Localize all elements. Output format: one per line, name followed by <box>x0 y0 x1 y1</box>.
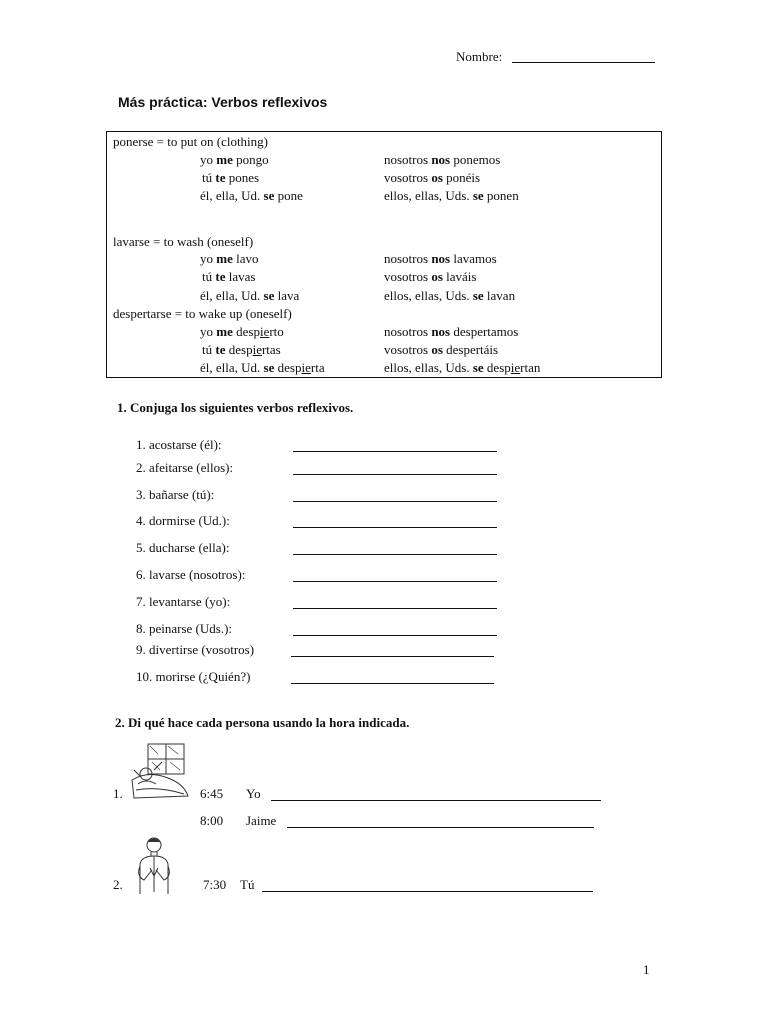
conjugation-left <box>200 152 269 168</box>
subject-text: ellos, ellas, Uds. <box>384 188 473 203</box>
singular-form <box>200 251 259 266</box>
answer-blank[interactable] <box>291 671 494 684</box>
reflexive-pronoun: se <box>263 360 275 375</box>
conjugation-right <box>384 288 515 304</box>
singular-form <box>202 170 259 185</box>
reflexive-pronoun: te <box>215 269 226 284</box>
exercise-label: 1. acostarse (él): <box>136 437 222 452</box>
reflexive-pronoun: se <box>472 188 484 203</box>
subject-text: nosotros <box>384 152 432 167</box>
plural-form <box>384 288 515 303</box>
reflexive-pronoun: me <box>216 152 233 167</box>
plural-form <box>384 251 497 266</box>
subject-text: vosotros <box>384 342 432 357</box>
reflexive-pronoun: se <box>472 288 484 303</box>
conjugation-right <box>384 324 518 340</box>
subject-text: él, ella, Ud. <box>200 188 264 203</box>
plural-form <box>384 152 500 167</box>
subject-text: él, ella, Ud. <box>200 360 264 375</box>
verb-ending: rta <box>310 360 325 375</box>
answer-blank[interactable] <box>293 439 497 452</box>
stem-change-underlined: ie <box>510 360 521 375</box>
verb-stem: lavan <box>483 288 516 303</box>
singular-form <box>200 360 325 375</box>
singular-form <box>200 152 269 167</box>
subject-text: vosotros <box>384 170 432 185</box>
subject-text: nosotros <box>384 324 432 339</box>
reflexive-pronoun: te <box>215 342 226 357</box>
time-label: 7:30 <box>203 877 227 892</box>
section1-heading: 1. Conjuga los siguientes verbos reflexivos. <box>117 400 354 415</box>
exercise-label: 5. ducharse (ella): <box>136 540 230 555</box>
verb-definition: ponerse = to put on (clothing) <box>113 134 268 149</box>
subject-label: Yo <box>246 786 261 801</box>
reflexive-pronoun: te <box>215 170 226 185</box>
person-illustration <box>132 836 176 894</box>
exercise-label: 6. lavarse (nosotros): <box>136 567 246 582</box>
conjugation-left <box>202 170 259 186</box>
section2-heading: 2. Di qué hace cada persona usando la hora indicada. <box>115 715 410 730</box>
exercise-label: 2. afeitarse (ellos): <box>136 460 234 475</box>
subject-text: yo <box>200 324 217 339</box>
exercise-label: 4. dormirse (Ud.): <box>136 513 230 528</box>
answer-blank[interactable] <box>271 788 601 801</box>
time-label: 8:00 <box>200 813 224 828</box>
subject-text: vosotros <box>384 269 432 284</box>
verb-stem: lavamos <box>450 251 497 266</box>
plural-form <box>384 342 498 357</box>
stem-change-underlined: ie <box>252 342 262 357</box>
conjugation-right <box>384 188 519 204</box>
exercise-label: 10. morirse (¿Quién?) <box>136 669 251 684</box>
subject-label: Jaime <box>246 813 277 828</box>
subject-label: Tú <box>240 877 255 892</box>
verb-ending: rtas <box>261 342 281 357</box>
answer-blank[interactable] <box>293 596 497 609</box>
subject-text: ellos, ellas, Uds. <box>384 288 473 303</box>
name-label: Nombre: <box>456 49 503 64</box>
conjugation-left <box>200 251 259 267</box>
waking-up-illustration <box>128 740 192 802</box>
reflexive-pronoun: me <box>216 324 233 339</box>
verb-stem: ponéis <box>442 170 481 185</box>
name-field[interactable] <box>512 50 655 63</box>
answer-blank[interactable] <box>293 623 497 636</box>
reflexive-pronoun: os <box>431 342 443 357</box>
item-number: 1. <box>113 786 123 801</box>
verb-stem: ponemos <box>450 152 501 167</box>
reflexive-pronoun: os <box>431 170 443 185</box>
stem-change-underlined: ie <box>259 324 270 339</box>
answer-blank[interactable] <box>293 489 497 502</box>
plural-form <box>384 360 540 375</box>
answer-blank[interactable] <box>293 542 497 555</box>
singular-form <box>200 288 299 303</box>
subject-text: tú <box>202 269 216 284</box>
stem-change-underlined: ie <box>301 360 311 375</box>
verb-stem: ponen <box>483 188 519 203</box>
conjugation-right <box>384 360 540 376</box>
verb-stem: lava <box>274 288 300 303</box>
subject-text: yo <box>200 251 217 266</box>
subject-text: tú <box>202 170 216 185</box>
reflexive-pronoun: os <box>431 269 443 284</box>
plural-form <box>384 188 519 203</box>
conjugation-left <box>200 288 299 304</box>
verb-stem: desp <box>483 360 511 375</box>
reflexive-pronoun: nos <box>431 251 451 266</box>
verb-ending: rto <box>269 324 284 339</box>
conjugation-left <box>202 269 255 285</box>
verb-stem: despertáis <box>442 342 499 357</box>
verb-ending: rtan <box>520 360 541 375</box>
page-number: 1 <box>643 962 650 977</box>
item-number: 2. <box>113 877 123 892</box>
verb-stem: pone <box>274 188 303 203</box>
singular-form <box>200 188 303 203</box>
reflexive-pronoun: se <box>263 188 275 203</box>
conjugation-right <box>384 170 480 186</box>
verb-stem: pongo <box>232 152 269 167</box>
singular-form <box>202 269 255 284</box>
answer-blank[interactable] <box>262 879 593 892</box>
answer-blank[interactable] <box>291 644 494 657</box>
conjugation-left <box>200 360 325 376</box>
verb-stem: desp <box>232 324 260 339</box>
reflexive-pronoun: se <box>472 360 484 375</box>
exercise-label: 3. bañarse (tú): <box>136 487 215 502</box>
subject-text: tú <box>202 342 216 357</box>
conjugation-right <box>384 269 476 285</box>
time-label: 6:45 <box>200 786 224 801</box>
subject-text: él, ella, Ud. <box>200 288 264 303</box>
answer-blank[interactable] <box>293 462 497 475</box>
plural-form <box>384 170 480 185</box>
conjugation-left <box>202 342 281 358</box>
verb-stem: despertamos <box>450 324 519 339</box>
exercise-label: 9. divertirse (vosotros) <box>136 642 255 657</box>
singular-form <box>202 342 281 357</box>
conjugation-left <box>200 324 284 340</box>
answer-blank[interactable] <box>293 515 497 528</box>
subject-text: nosotros <box>384 251 432 266</box>
exercise-label: 8. peinarse (Uds.): <box>136 621 233 636</box>
verb-definition: despertarse = to wake up (oneself) <box>113 306 292 321</box>
answer-blank[interactable] <box>293 569 497 582</box>
verb-definition: lavarse = to wash (oneself) <box>113 234 254 249</box>
conjugation-right <box>384 251 497 267</box>
verb-stem: desp <box>225 342 253 357</box>
verb-stem: lavo <box>232 251 259 266</box>
reflexive-pronoun: nos <box>431 324 451 339</box>
subject-text: ellos, ellas, Uds. <box>384 360 473 375</box>
conjugation-left <box>200 188 303 204</box>
verb-stem: laváis <box>442 269 477 284</box>
exercise-label: 7. levantarse (yo): <box>136 594 231 609</box>
page-title: Más práctica: Verbos reflexivos <box>118 94 328 110</box>
reflexive-pronoun: me <box>216 251 233 266</box>
plural-form <box>384 324 518 339</box>
plural-form <box>384 269 476 284</box>
answer-blank[interactable] <box>287 815 594 828</box>
verb-stem: pones <box>225 170 260 185</box>
singular-form <box>200 324 284 339</box>
subject-text: yo <box>200 152 217 167</box>
reflexive-pronoun: se <box>263 288 275 303</box>
reflexive-pronoun: nos <box>431 152 451 167</box>
verb-stem: lavas <box>225 269 256 284</box>
conjugation-right <box>384 152 500 168</box>
conjugation-right <box>384 342 498 358</box>
verb-stem: desp <box>274 360 302 375</box>
